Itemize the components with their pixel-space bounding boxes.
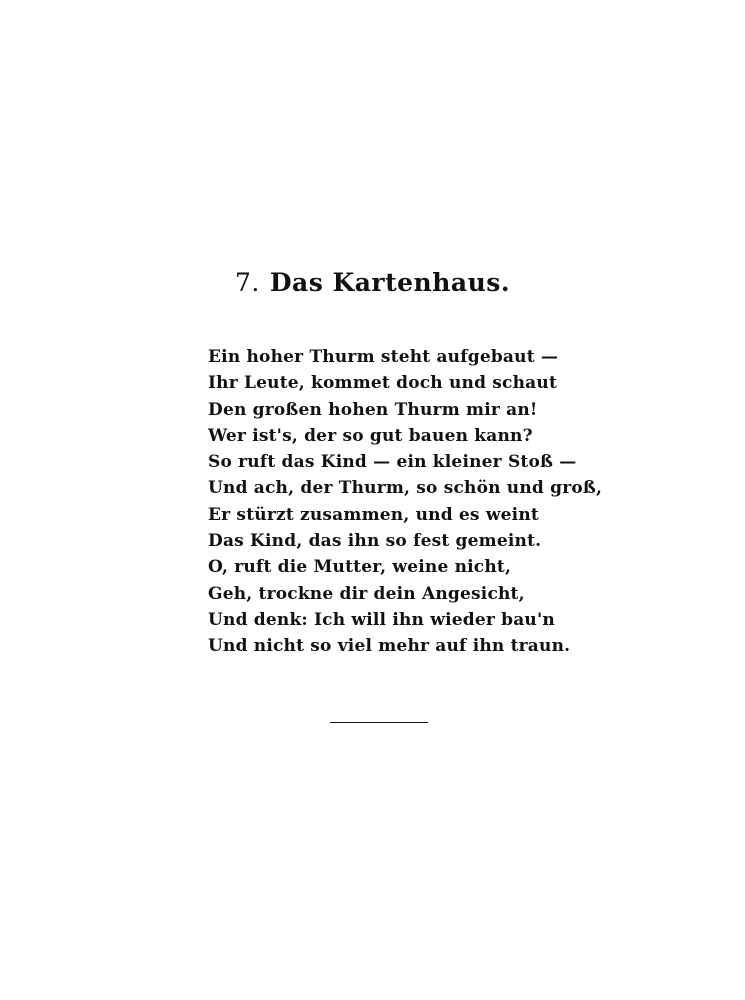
poem-line: Geh, trockne dir dein Angesicht, [208,583,525,604]
poem-body [208,344,608,660]
poem-line: Das Kind, das ihn so fest gemeint. [208,531,542,552]
poem-line: Den großen hohen Thurm mir an! [208,399,538,420]
poem-line: Ein hoher Thurm steht aufgebaut — [208,347,559,367]
poem-number: 7. [234,268,260,297]
poem-line: So ruft das Kind — ein kleiner Stoß — [208,452,577,473]
poem-line: Und denk: Ich will ihn wieder bau'n [208,609,555,630]
poem-title-text: Das Kartenhaus. [269,268,511,297]
poem-line: Ihr Leute, kommet doch und schaut [208,373,557,394]
poem-line: O, ruft die Mutter, weine nicht, [208,557,512,578]
end-divider [330,722,428,723]
poem-title [0,268,745,297]
poem-line: Wer ist's, der so gut bauen kann? [208,425,533,446]
poem-line: Und nicht so viel mehr auf ihn traun. [208,636,571,657]
poem-line: Er stürzt zusammen, und es weint [208,504,539,525]
poem-line: Und ach, der Thurm, so schön und groß, [208,478,603,499]
